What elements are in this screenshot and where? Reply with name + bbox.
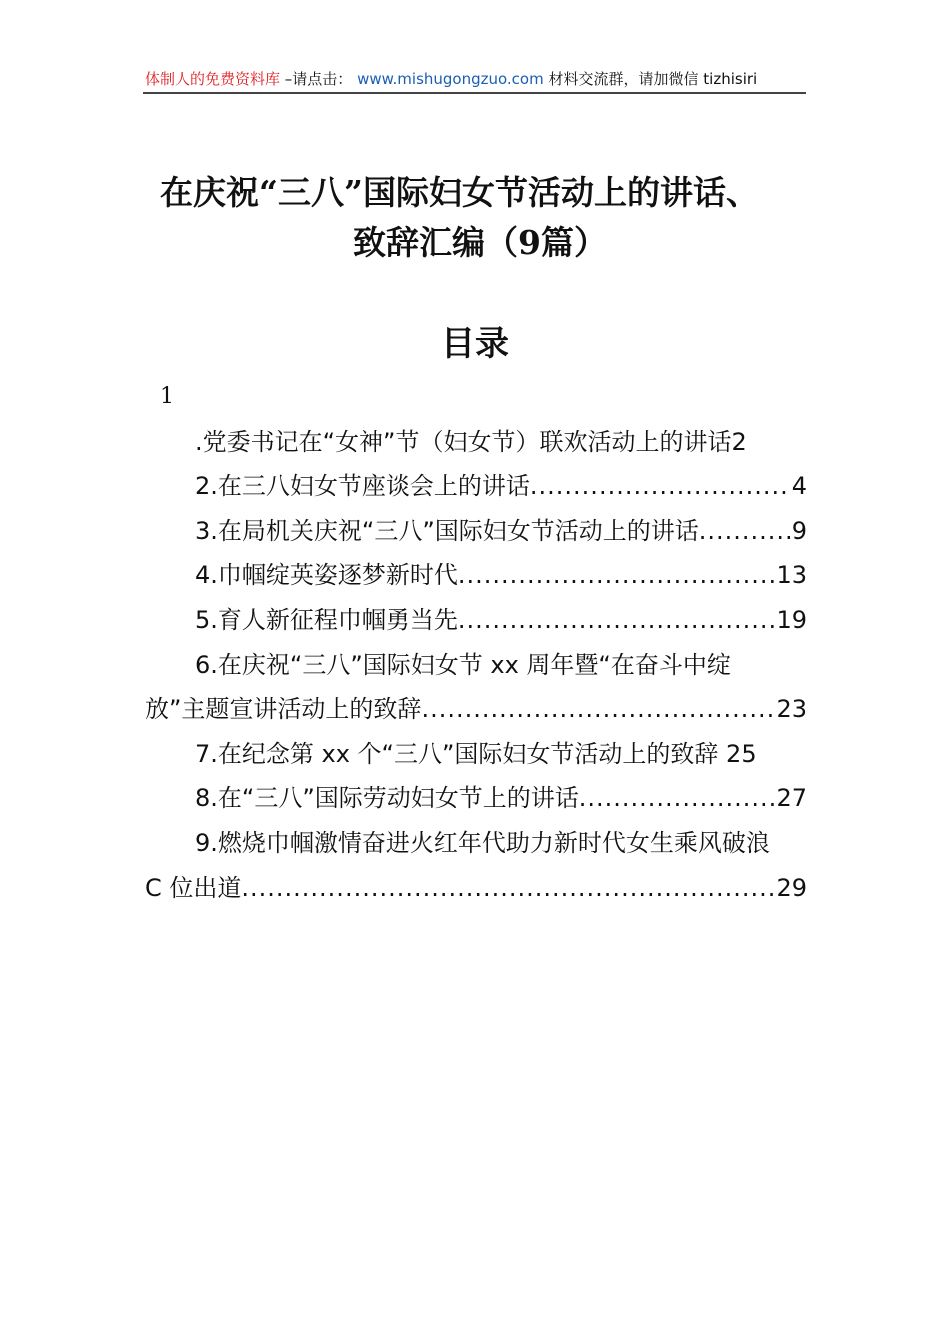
toc-page: 9 xyxy=(791,516,807,545)
toc-title: 放”主题宣讲活动上的致辞 xyxy=(145,695,422,724)
toc-page: 4 xyxy=(791,472,807,501)
toc-page: 29 xyxy=(776,873,807,902)
toc-entry-3[interactable] xyxy=(145,509,807,554)
toc-heading: 目录 xyxy=(441,324,509,364)
toc-entry-6[interactable] xyxy=(145,687,807,732)
dot-leader xyxy=(421,687,774,732)
brand-text: 体制人的免费资料库 xyxy=(145,70,281,88)
toc-title: C 位出道 xyxy=(145,873,242,902)
header-divider xyxy=(143,92,806,94)
toc-entry-6-line1[interactable]: 6.在庆祝“三八”国际妇女节 xx 周年暨“在奋斗中绽 xyxy=(195,650,731,679)
toc-entry-1[interactable]: .党委书记在“女神”节（妇女节）联欢活动上的讲话2 xyxy=(195,427,747,456)
toc-page: 23 xyxy=(776,695,807,724)
dot-leader xyxy=(579,776,775,821)
doc-title-line1: 在庆祝“三八”国际妇女节活动上的讲话、 xyxy=(160,173,759,212)
toc-entry-1-number[interactable]: 1 xyxy=(160,384,174,409)
table-of-contents xyxy=(145,375,807,910)
toc-entry-2[interactable] xyxy=(145,464,807,509)
toc-entry-8[interactable] xyxy=(145,776,807,821)
toc-title: 8.在“三八”国际劳动妇女节上的讲话 xyxy=(195,784,579,813)
toc-page: 27 xyxy=(776,784,807,813)
dot-leader xyxy=(699,509,790,554)
toc-title: 2.在三八妇女节座谈会上的讲话 xyxy=(195,472,530,501)
toc-title: 5.育人新征程巾帼勇当先 xyxy=(195,605,458,634)
toc-entry-4[interactable] xyxy=(145,553,807,598)
contact-text: 材料交流群，请加微信 tizhisiri xyxy=(548,70,758,88)
toc-title: 3.在局机关庆祝“三八”国际妇女节活动上的讲话 xyxy=(195,516,699,545)
prompt-text: –请点击： xyxy=(284,70,353,88)
toc-page: 13 xyxy=(776,561,807,590)
toc-entry-9-line1[interactable]: 9.燃烧巾帼激情奋进火红年代助力新时代女生乘风破浪 xyxy=(195,828,770,857)
dot-leader xyxy=(530,464,790,509)
website-link[interactable]: www.mishugongzuo.com xyxy=(357,70,544,88)
toc-page: 19 xyxy=(776,605,807,634)
doc-title-line2: 致辞汇编（9篇） xyxy=(353,223,607,262)
toc-title: 4.巾帼绽英姿逐梦新时代 xyxy=(195,561,458,590)
toc-entry-5[interactable] xyxy=(145,598,807,643)
toc-entry-9[interactable] xyxy=(145,866,807,911)
dot-leader xyxy=(241,866,774,911)
header-banner xyxy=(145,68,805,89)
toc-entry-7[interactable]: 7.在纪念第 xx 个“三八”国际妇女节活动上的致辞 25 xyxy=(195,739,757,768)
dot-leader xyxy=(458,598,775,643)
dot-leader xyxy=(458,553,775,598)
